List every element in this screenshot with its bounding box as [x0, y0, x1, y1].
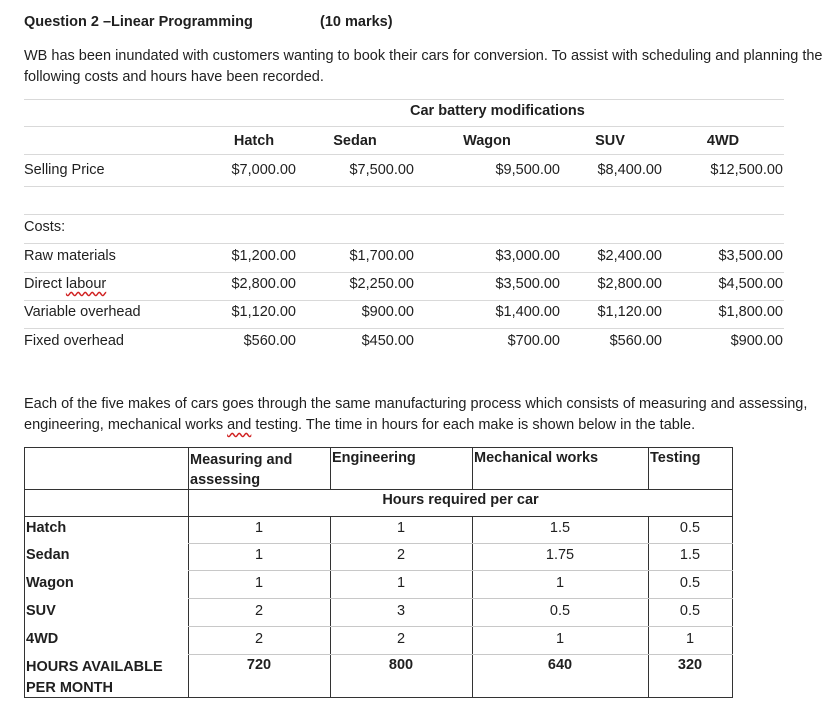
cost-row-label — [24, 248, 116, 264]
cost-value: $3,500.00 — [718, 248, 783, 264]
selling-price-label: Selling Price — [24, 162, 105, 178]
hours-table-border — [472, 447, 473, 490]
cost-value: $2,250.00 — [349, 276, 414, 292]
cost-value: $3,500.00 — [495, 276, 560, 292]
cost-table-rule — [24, 328, 784, 329]
column-header-4wd: 4WD — [706, 133, 740, 149]
hours-value: 1 — [396, 575, 406, 591]
hours-available-value: 720 — [246, 657, 272, 673]
hours-table-border — [24, 516, 733, 517]
spelling-flag-labour: labour — [65, 276, 107, 292]
hours-row-rule — [188, 654, 733, 655]
hours-available-value: 320 — [677, 657, 703, 673]
process-text-after: testing. The time in hours for each make is shown below in the table. — [251, 417, 696, 433]
hours-table-border — [24, 489, 733, 490]
hours-value: 1 — [254, 575, 264, 591]
hours-value: 0.5 — [679, 520, 701, 536]
cost-row-label-text: Fixed overhead — [24, 333, 124, 349]
cost-table-rule — [24, 154, 784, 155]
cost-value: $2,800.00 — [231, 276, 296, 292]
hours-table-border — [24, 447, 733, 448]
hours-row-label: Hatch — [26, 520, 67, 536]
process-text-before: Each of the five makes of cars goes through the same manufacturing process which consists of measuring and assessing, engineering, mechanical works — [24, 396, 808, 433]
hours-value: 0.5 — [679, 575, 701, 591]
cost-value: $1,400.00 — [495, 304, 560, 320]
hours-value: 2 — [396, 631, 406, 647]
cost-value: $1,120.00 — [597, 304, 662, 320]
selling-price-value: $8,400.00 — [597, 162, 662, 178]
cost-row-label-text: Variable overhead — [24, 304, 141, 320]
hours-value: 2 — [254, 631, 264, 647]
hours-value: 1 — [555, 631, 565, 647]
question-marks: (10 marks) — [320, 14, 393, 30]
cost-table-rule — [24, 126, 784, 127]
cost-table-rule — [24, 272, 784, 273]
hours-table-border — [24, 447, 25, 698]
selling-price-value: $9,500.00 — [495, 162, 560, 178]
hours-row-label: SUV — [26, 603, 56, 619]
hours-value: 1 — [685, 631, 695, 647]
hours-value: 1 — [396, 520, 406, 536]
cost-row-label — [24, 276, 106, 292]
hours-table-border — [648, 447, 649, 490]
cost-value: $700.00 — [507, 333, 560, 349]
cost-value: $1,700.00 — [349, 248, 414, 264]
selling-price-value: $7,500.00 — [349, 162, 414, 178]
cost-value: $2,800.00 — [597, 276, 662, 292]
column-header-hatch: Hatch — [233, 133, 275, 149]
hours-value: 1 — [555, 575, 565, 591]
costs-label: Costs: — [24, 219, 66, 235]
hours-value: 3 — [396, 603, 406, 619]
cost-row-label-text: Direct — [24, 276, 66, 292]
hours-value: 1.5 — [679, 547, 701, 563]
hours-table-border — [330, 447, 331, 490]
column-header-sedan: Sedan — [333, 133, 377, 149]
cost-table-rule — [24, 300, 784, 301]
hours-subheader: Hours required per car — [382, 492, 539, 508]
cost-value: $1,800.00 — [718, 304, 783, 320]
column-header-testing: Testing — [650, 450, 701, 466]
cost-row-label — [24, 333, 124, 349]
column-header-measuring: Measuring and assessing — [190, 452, 293, 488]
hours-available-value: 640 — [547, 657, 573, 673]
cost-row-label-text: Raw materials — [24, 248, 116, 264]
column-header-suv: SUV — [595, 133, 625, 149]
cost-value: $1,200.00 — [231, 248, 296, 264]
hours-value: 1.75 — [545, 547, 575, 563]
cost-value: $450.00 — [361, 333, 414, 349]
hours-row-label: Wagon — [26, 575, 74, 591]
hours-table-border — [732, 447, 733, 698]
cost-table-rule — [24, 243, 784, 244]
cost-value: $560.00 — [609, 333, 662, 349]
column-header-engineering: Engineering — [332, 450, 416, 466]
hours-value: 0.5 — [549, 603, 571, 619]
hours-value: 1 — [254, 520, 264, 536]
hours-row-label: Sedan — [26, 547, 70, 563]
hours-row-rule — [188, 570, 733, 571]
cost-value: $900.00 — [730, 333, 783, 349]
hours-row-rule — [188, 598, 733, 599]
hours-value: 2 — [254, 603, 264, 619]
hours-value: 1.5 — [549, 520, 571, 536]
cost-row-label — [24, 304, 141, 320]
cost-table-rule — [24, 186, 784, 187]
cost-value: $1,120.00 — [231, 304, 296, 320]
hours-value: 2 — [396, 547, 406, 563]
cost-table-rule — [24, 214, 784, 215]
process-paragraph — [24, 394, 829, 436]
selling-price-value: $12,500.00 — [710, 162, 783, 178]
hours-row-label: 4WD — [26, 631, 59, 647]
spelling-flag-and: and — [227, 417, 252, 433]
selling-price-value: $7,000.00 — [231, 162, 296, 178]
cost-value: $560.00 — [243, 333, 296, 349]
cost-table-rule — [24, 99, 784, 100]
hours-row-rule — [188, 543, 733, 544]
question-title: Question 2 –Linear Programming — [24, 14, 253, 30]
hours-row-rule — [188, 626, 733, 627]
hours-available-label: HOURS AVAILABLE PER MONTH — [26, 659, 163, 696]
cost-table-caption: Car battery modifications — [410, 103, 585, 119]
column-header-mechanical: Mechanical works — [474, 450, 599, 466]
cost-value: $900.00 — [361, 304, 414, 320]
hours-available-value: 800 — [388, 657, 414, 673]
hours-value: 1 — [254, 547, 264, 563]
cost-value: $2,400.00 — [597, 248, 662, 264]
cost-value: $3,000.00 — [495, 248, 560, 264]
column-header-wagon: Wagon — [463, 133, 511, 149]
hours-value: 0.5 — [679, 603, 701, 619]
intro-paragraph: WB has been inundated with customers wanting to book their cars for conversion. To assist with scheduling and planning the following costs and hours have been recorded. — [24, 48, 823, 85]
cost-value: $4,500.00 — [718, 276, 783, 292]
